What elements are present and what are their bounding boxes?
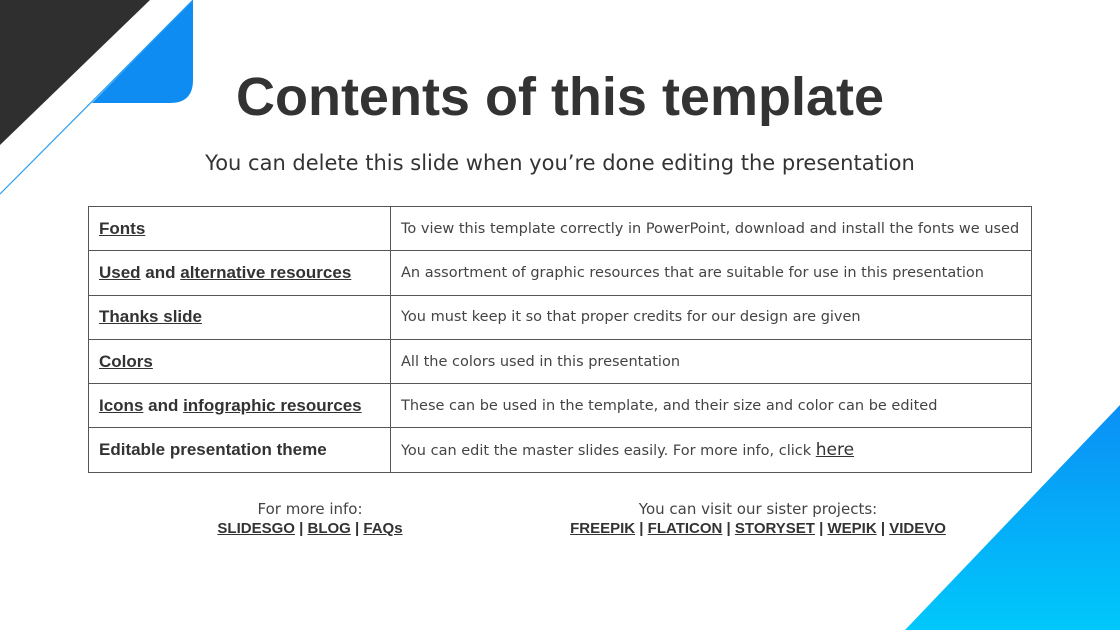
separator: | <box>814 520 828 537</box>
description-text: You must keep it so that proper credits for our design are given <box>401 309 861 326</box>
row-title-text: and <box>143 395 184 415</box>
row-title <box>89 251 391 295</box>
contents-table <box>88 206 1032 473</box>
row-title-text: and <box>140 262 181 282</box>
row-title <box>89 207 391 251</box>
footer-link-flaticon[interactable]: FLATICON <box>647 520 723 537</box>
table-row <box>89 251 1032 295</box>
resource-link[interactable]: alternative resources <box>180 262 352 282</box>
footer-link-blog[interactable]: BLOG <box>307 520 351 537</box>
table-row <box>89 339 1032 383</box>
table-row <box>89 207 1032 251</box>
resource-link[interactable]: Icons <box>99 395 144 415</box>
footer-link-storyset[interactable]: STORYSET <box>734 520 815 537</box>
separator: | <box>350 520 364 537</box>
row-description <box>391 428 1032 472</box>
separator: | <box>722 520 735 537</box>
resource-link[interactable]: Colors <box>99 351 153 371</box>
description-text: An assortment of graphic resources that are suitable for use in this presentation <box>401 264 984 281</box>
row-description <box>391 384 1032 428</box>
separator: | <box>294 520 308 537</box>
footer-sister-projects <box>508 499 1008 539</box>
row-description <box>391 207 1032 251</box>
separator: | <box>876 520 890 537</box>
table-row <box>89 384 1032 428</box>
footer-link-wepik[interactable]: WEPIK <box>827 520 877 537</box>
subtitle: You can delete this slide when you’re done editing the presentation <box>205 151 915 175</box>
description-text: To view this template correctly in PowerPoint, download and install the fonts we used <box>401 220 1020 237</box>
resource-link[interactable]: infographic resources <box>183 395 362 415</box>
row-description <box>391 339 1032 383</box>
table-row <box>89 295 1032 339</box>
description-text: You can edit the master slides easily. For more info, click <box>401 443 816 460</box>
row-title <box>89 339 391 383</box>
description-text: All the colors used in this presentation <box>401 353 681 370</box>
table-row <box>89 428 1032 472</box>
row-title <box>89 295 391 339</box>
footer-link-videvo[interactable]: VIDEVO <box>889 520 946 537</box>
footer-more-info <box>160 499 460 539</box>
resource-link[interactable]: Used <box>99 262 141 282</box>
footer-more-info-label: For more info: <box>257 500 363 518</box>
row-title <box>89 384 391 428</box>
row-description <box>391 295 1032 339</box>
row-title <box>89 428 391 472</box>
footer-link-faqs[interactable]: FAQs <box>363 520 403 537</box>
here-link[interactable]: here <box>815 440 855 461</box>
footer-link-freepik[interactable]: FREEPIK <box>570 520 636 537</box>
separator: | <box>635 520 648 537</box>
footer-sister-label: You can visit our sister projects: <box>638 500 878 518</box>
resource-link[interactable]: Fonts <box>99 218 146 238</box>
resource-link[interactable]: Thanks slide <box>99 307 202 327</box>
description-text: These can be used in the template, and their size and color can be edited <box>401 397 938 414</box>
footer-link-slidesgo[interactable]: SLIDESGO <box>217 520 295 537</box>
page-title: Contents of this template <box>235 67 885 127</box>
row-description <box>391 251 1032 295</box>
row-title-text: Editable presentation theme <box>99 440 327 460</box>
